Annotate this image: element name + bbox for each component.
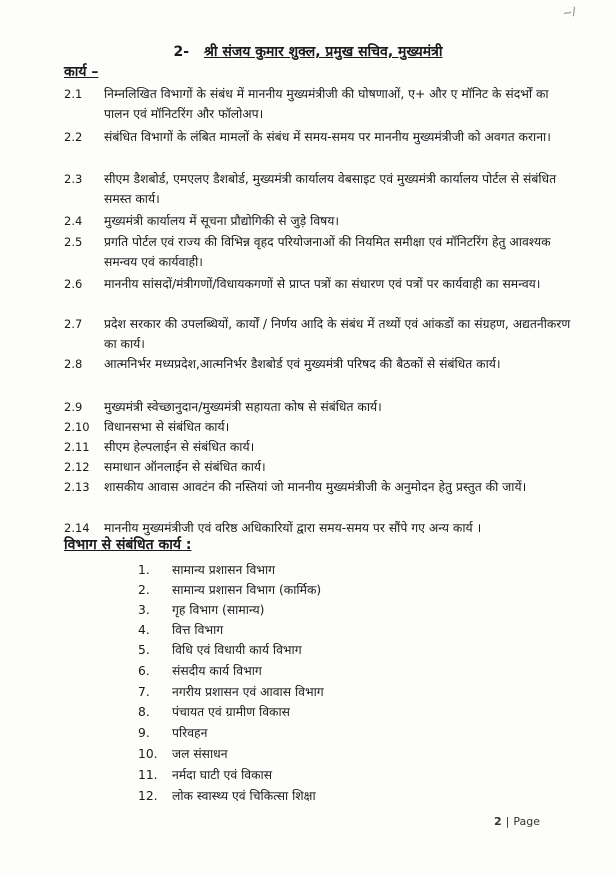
task-number: 2.2	[64, 130, 83, 144]
task-text: माननीय सांसदों/मंत्रीगणों/विधायकगणों से प्राप्त पत्रों का संधारण एवं पत्रों पर कार्यवाही का समन्वय।	[104, 277, 541, 291]
department-name: गृह विभाग (सामान्य)	[172, 603, 265, 617]
task-item	[64, 477, 574, 497]
task-text: प्रदेश सरकार की उपलब्धियों, कार्यों / निर्णय आदि के संबंध में तथ्यों एवं आंकडों का संग्रहण, अद्यतनीकरण का कार्य।	[104, 317, 571, 351]
department-name: परिवहन	[172, 726, 208, 740]
task-text: विधानसभा से संबंधित कार्य।	[104, 420, 230, 434]
department-item	[138, 560, 275, 580]
department-item	[138, 640, 302, 660]
department-number: 3.	[138, 603, 150, 617]
department-item	[138, 580, 321, 600]
task-text: आत्मनिर्भर मध्यप्रदेश,आत्मनिर्भर डैशबोर्ड एवं मुख्यमंत्री परिषद की बैठकों से संबंधित कार्य।	[104, 357, 501, 371]
department-name: सामान्य प्रशासन विभाग	[172, 563, 276, 577]
task-number: 2.4	[64, 214, 83, 228]
task-text: मुख्यमंत्री कार्यालय में सूचना प्रौद्योगिकी से जुड़े विषय।	[104, 214, 340, 228]
task-number: 2.5	[64, 235, 83, 249]
department-item	[138, 682, 324, 702]
task-number: 2.1	[64, 87, 83, 101]
task-item	[64, 84, 574, 124]
department-item	[138, 702, 290, 722]
task-number: 2.10	[64, 420, 90, 434]
department-item	[138, 786, 316, 806]
department-number: 12.	[138, 789, 158, 803]
department-number: 5.	[138, 643, 150, 657]
officer-heading	[0, 42, 616, 61]
task-number: 2.6	[64, 277, 83, 291]
department-item	[138, 744, 228, 764]
department-item	[138, 765, 272, 785]
task-number: 2.13	[64, 480, 90, 494]
page-separator: |	[505, 815, 510, 828]
department-number: 4.	[138, 623, 150, 637]
department-name: जल संसाधन	[172, 747, 228, 761]
department-number: 6.	[138, 664, 150, 678]
department-item	[138, 661, 262, 681]
department-number: 11.	[138, 768, 158, 782]
task-number: 2.8	[64, 357, 83, 371]
task-text: सीएम डैशबोर्ड, एमएलए डैशबोर्ड, मुख्यमंत्री कार्यालय वेबसाइट एवं मुख्यमंत्री कार्यालय पोर्टल से संबंधित समस्त कार्य।	[104, 172, 557, 206]
page-number: 2	[493, 815, 502, 828]
department-number: 9.	[138, 726, 150, 740]
department-name: विधि एवं विधायी कार्य विभाग	[172, 643, 302, 657]
task-item	[64, 127, 574, 147]
task-number: 2.7	[64, 317, 83, 331]
task-item	[64, 314, 574, 354]
task-number: 2.3	[64, 172, 83, 186]
section-departments-label: विभाग से संबंधित कार्य :	[64, 537, 192, 553]
task-item	[64, 354, 574, 374]
task-number: 2.14	[64, 521, 90, 535]
department-number: 2.	[138, 583, 150, 597]
department-name: नर्मदा घाटी एवं विकास	[172, 768, 273, 782]
department-name: नगरीय प्रशासन एवं आवास विभाग	[172, 685, 324, 699]
department-item	[138, 723, 207, 743]
task-text: संबंधित विभागों के लंबित मामलों के संबंध में समय-समय पर माननीय मुख्यमंत्रीजी को अवगत कराना।	[104, 130, 551, 144]
task-item	[64, 437, 574, 457]
task-text: माननीय मुख्यमंत्रीजी एवं वरिष्ठ अधिकारियों द्वारा समय-समय पर सौंपे गए अन्य कार्य ।	[104, 521, 482, 535]
task-item	[64, 232, 574, 272]
task-text: समाधान ऑनलाईन से संबंधित कार्य।	[104, 460, 266, 474]
task-item	[64, 211, 574, 231]
department-item	[138, 620, 223, 640]
department-number: 8.	[138, 705, 150, 719]
task-text: निम्नलिखित विभागों के संबंध में माननीय मुख्यमंत्रीजी की घोषणाओं, ए+ और ए मॉनिट के संदर्भों का पालन एवं मॉनिटरिंग और फॉलोअप।	[104, 87, 549, 121]
section-work-label: कार्य –	[64, 64, 99, 80]
task-item	[64, 417, 574, 437]
task-item	[64, 274, 574, 294]
task-item	[64, 457, 574, 477]
page-word: Page	[513, 815, 540, 828]
department-number: 7.	[138, 685, 150, 699]
department-name: वित्त विभाग	[172, 623, 224, 637]
handwritten-mark: ~/	[561, 4, 578, 21]
department-number: 10.	[138, 747, 158, 761]
task-number: 2.11	[64, 440, 90, 454]
task-item	[64, 397, 574, 417]
task-item	[64, 169, 574, 209]
department-name: सामान्य प्रशासन विभाग (कार्मिक)	[172, 583, 322, 597]
page-footer	[494, 815, 540, 828]
department-item	[138, 600, 264, 620]
task-number: 2.12	[64, 460, 90, 474]
department-name: पंचायत एवं ग्रामीण विकास	[172, 705, 290, 719]
department-number: 1.	[138, 563, 150, 577]
heading-number: 2-	[173, 44, 190, 60]
department-name: लोक स्वास्थ्य एवं चिकित्सा शिक्षा	[172, 789, 316, 803]
task-text: मुख्यमंत्री स्वेच्छानुदान/मुख्यमंत्री सहायता कोष से संबंधित कार्य।	[104, 400, 382, 414]
task-text: शासकीय आवास आवटंन की नस्तियां जो माननीय मुख्यमंत्रीजी के अनुमोदन हेतु प्रस्तुत की जायें।	[104, 480, 527, 494]
task-text: प्रगति पोर्टल एवं राज्य की विभिन्न वृहद परियोजनाओं की नियमित समीक्षा एवं मॉनिटरिंग हेतु आवश्यक समन्वय एवं कार्यवाही।	[104, 235, 551, 269]
heading-title: श्री संजय कुमार शुक्ल, प्रमुख सचिव, मुख्यमंत्री	[203, 44, 443, 60]
department-name: संसदीय कार्य विभाग	[172, 664, 262, 678]
task-text: सीएम हेल्पलाईन से संबंधित कार्य।	[104, 440, 255, 454]
task-number: 2.9	[64, 400, 83, 414]
